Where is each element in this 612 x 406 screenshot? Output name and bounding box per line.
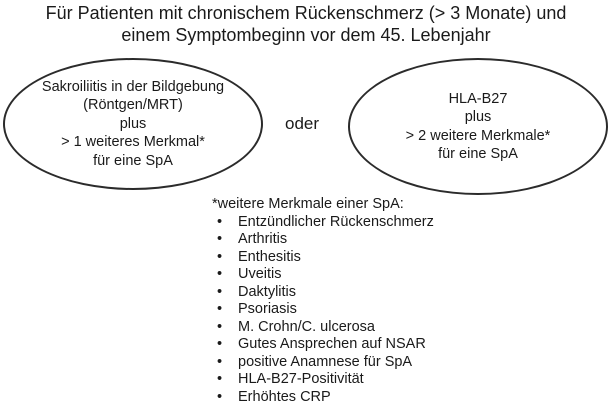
bullet-icon: • — [212, 319, 238, 337]
list-item-label: Erhöhtes CRP — [238, 389, 331, 406]
ellipse-text-line: Sakroiliitis in der Bildgebung — [42, 78, 224, 96]
list-item — [212, 301, 434, 319]
bullet-icon: • — [212, 336, 238, 354]
list-item-label: HLA-B27-Positivität — [238, 371, 364, 389]
list-item-label: Enthesitis — [238, 249, 301, 267]
spa-features-list — [212, 214, 434, 406]
title-line-1: Für Patienten mit chronischem Rückenschmerz (> 3 Monate) und — [0, 2, 612, 24]
list-item-label: positive Anamnese für SpA — [238, 354, 412, 372]
bullet-icon: • — [212, 301, 238, 319]
list-item — [212, 231, 434, 249]
list-item-label: Daktylitis — [238, 284, 296, 302]
hla-b27-criterion-ellipse — [348, 58, 608, 195]
spa-features-footnote — [212, 196, 434, 406]
bullet-icon: • — [212, 266, 238, 284]
bullet-icon: • — [212, 214, 238, 232]
title-line-2: einem Symptombeginn vor dem 45. Lebenjahr — [0, 24, 612, 46]
bullet-icon: • — [212, 389, 238, 406]
imaging-criterion-ellipse — [3, 58, 263, 190]
ellipse-text-line: plus — [465, 108, 492, 126]
ellipse-text-line: > 1 weiteres Merkmal* — [61, 133, 205, 151]
list-item — [212, 284, 434, 302]
diagram-title — [0, 2, 612, 46]
ellipse-text-line: HLA-B27 — [449, 90, 508, 108]
list-item — [212, 319, 434, 337]
list-item-label: Arthritis — [238, 231, 287, 249]
bullet-icon: • — [212, 284, 238, 302]
list-item — [212, 371, 434, 389]
bullet-icon: • — [212, 249, 238, 267]
bullet-icon: • — [212, 354, 238, 372]
list-item — [212, 249, 434, 267]
list-item-label: Entzündlicher Rückenschmerz — [238, 214, 434, 232]
ellipse-text-line: > 2 weitere Merkmale* — [406, 127, 551, 145]
list-item — [212, 214, 434, 232]
list-item — [212, 389, 434, 406]
list-item-label: Uveitis — [238, 266, 282, 284]
list-item — [212, 266, 434, 284]
footnote-header: *weitere Merkmale einer SpA: — [212, 196, 434, 214]
ellipse-text-line: für eine SpA — [93, 152, 173, 170]
ellipse-text-line: (Röntgen/MRT) — [83, 96, 183, 114]
bullet-icon: • — [212, 231, 238, 249]
list-item-label: Gutes Ansprechen auf NSAR — [238, 336, 426, 354]
bullet-icon: • — [212, 371, 238, 389]
ellipse-text-line: für eine SpA — [438, 145, 518, 163]
list-item-label: Psoriasis — [238, 301, 297, 319]
list-item — [212, 354, 434, 372]
ellipse-text-line: plus — [120, 115, 147, 133]
list-item — [212, 336, 434, 354]
list-item-label: M. Crohn/C. ulcerosa — [238, 319, 375, 337]
or-connector: oder — [274, 113, 330, 134]
